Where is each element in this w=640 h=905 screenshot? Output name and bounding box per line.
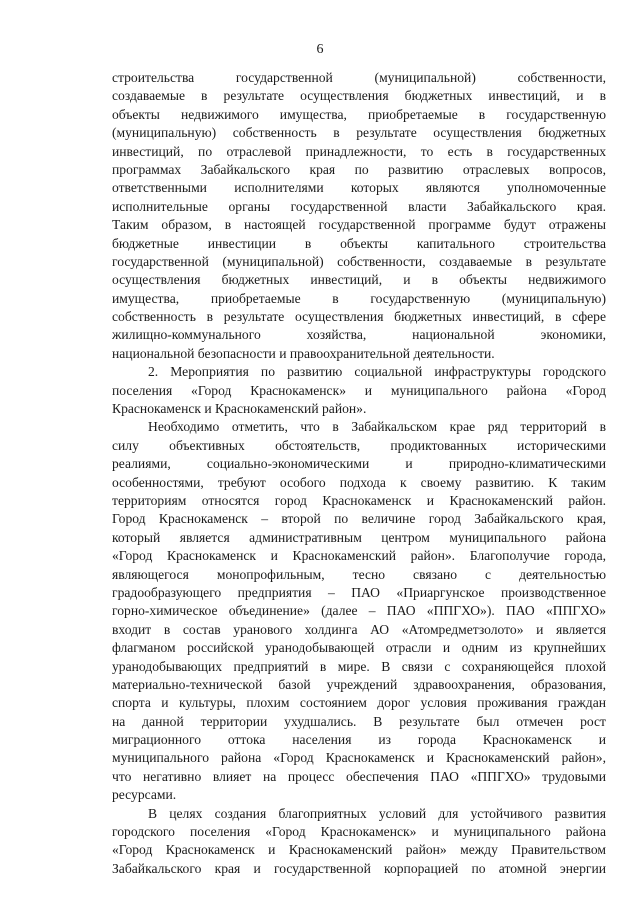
- text-line: уранодобывающих предприятий в мире. В связи с сохраняющейся плохой: [112, 658, 606, 674]
- text-line: муниципального района «Город Краснокаменск и Краснокаменский район»,: [112, 750, 606, 766]
- text-line: миграционного оттока населения из города Краснокаменск и: [112, 732, 606, 748]
- text-line: городского поселения «Город Краснокаменск» и муниципального района: [112, 824, 606, 840]
- text-line: Необходимо отметить, что в Забайкальском крае ряд территорий в: [148, 419, 606, 435]
- text-line: собственность в результате осуществления бюджетных инвестиций, в сфере: [112, 309, 606, 325]
- text-line: градообразующего предприятия – ПАО «Приаргунское производственное: [112, 584, 606, 600]
- section-heading-line: Краснокаменск и Краснокаменский район».: [112, 401, 367, 417]
- text-line: материально-технической базой учреждений здравоохранения, образования,: [112, 676, 606, 692]
- text-line: создаваемые в результате осуществления бюджетных инвестиций, и в: [112, 88, 606, 104]
- text-line: особенностями, требуют особого подхода к своему развитию. К таким: [112, 474, 606, 490]
- text-line: на данной территории ухудшались. В результате был отмечен рост: [112, 713, 606, 729]
- paragraph-section-heading: [112, 363, 606, 418]
- text-line: территориям относятся город Краснокаменск и Краснокаменский район.: [112, 492, 606, 508]
- text-line: спорта и культуры, плохим состоянием дорог условия проживания граждан: [112, 695, 606, 711]
- document-body: [112, 69, 606, 878]
- text-line: бюджетные инвестиции в объекты капитального строительства: [112, 235, 606, 251]
- page-number: 6: [316, 42, 324, 57]
- text-line: который является административным центром муниципального района: [112, 529, 606, 545]
- text-line: государственной (муниципальной) собственности, создаваемые в результате: [112, 253, 606, 269]
- text-line: что негативно влияет на процесс обеспечения ПАО «ППГХО» трудовыми: [112, 768, 606, 784]
- text-line: Таким образом, в настоящей государственной программе будут отражены: [112, 217, 606, 233]
- section-heading-line: поселения «Город Краснокаменск» и муниципального района «Город: [112, 382, 606, 398]
- paragraph-development-conditions: [112, 805, 606, 879]
- text-line: В целях создания благоприятных условий для устойчивого развития: [148, 805, 606, 821]
- text-line: исполнительные органы государственной власти Забайкальского края.: [112, 198, 606, 214]
- text-line: национальной безопасности и правоохранительной деятельности.: [112, 345, 495, 361]
- text-line: Забайкальского края и государственной корпорацией по атомной энергии: [112, 860, 606, 876]
- text-line: осуществления бюджетных инвестиций, и в объекты недвижимого: [112, 272, 606, 288]
- text-line: инвестиций, по отраслевой принадлежности, то есть в государственных: [112, 143, 606, 159]
- text-line: флагманом российской уранодобывающей отрасли и одним из крупнейших: [112, 640, 606, 656]
- text-line: ответственными исполнителями которых являются уполномоченные: [112, 180, 606, 196]
- paragraph-krasnokamensk-context: [112, 418, 606, 804]
- text-line: реалиями, социально-экономическими и природно-климатическими: [112, 456, 606, 472]
- section-heading-line: 2. Мероприятия по развитию социальной инфраструктуры городского: [148, 364, 606, 380]
- text-line: «Город Краснокаменск и Краснокаменский район» между Правительством: [112, 842, 606, 858]
- text-line: Город Краснокаменск – второй по величине город Забайкальского края,: [112, 511, 606, 527]
- text-line: входит в состав уранового холдинга АО «Атомредметзолото» и является: [112, 621, 606, 637]
- text-line: «Город Краснокаменск и Краснокаменский район». Благополучие города,: [112, 548, 606, 564]
- text-line: ресурсами.: [112, 787, 177, 803]
- text-line: жилищно-коммунального хозяйства, национальной экономики,: [112, 327, 606, 343]
- text-line: строительства государственной (муниципальной) собственности,: [112, 70, 606, 85]
- text-line: программах Забайкальского края по развитию отраслевых вопросов,: [112, 161, 606, 177]
- paragraph-legal-context: [112, 69, 606, 363]
- text-line: горно-химическое объединение» (далее – ПАО «ППГХО»). ПАО «ППГХО»: [112, 603, 606, 619]
- text-line: (муниципальную) собственность в результате осуществления бюджетных: [112, 125, 606, 141]
- text-line: силу объективных обстоятельств, продиктованных историческими: [112, 437, 606, 453]
- text-line: являющегося монопрофильным, тесно связано с деятельностью: [112, 566, 606, 582]
- text-line: объекты недвижимого имущества, приобретаемые в государственную: [112, 106, 606, 122]
- text-line: имущества, приобретаемые в государственную (муниципальную): [112, 290, 606, 306]
